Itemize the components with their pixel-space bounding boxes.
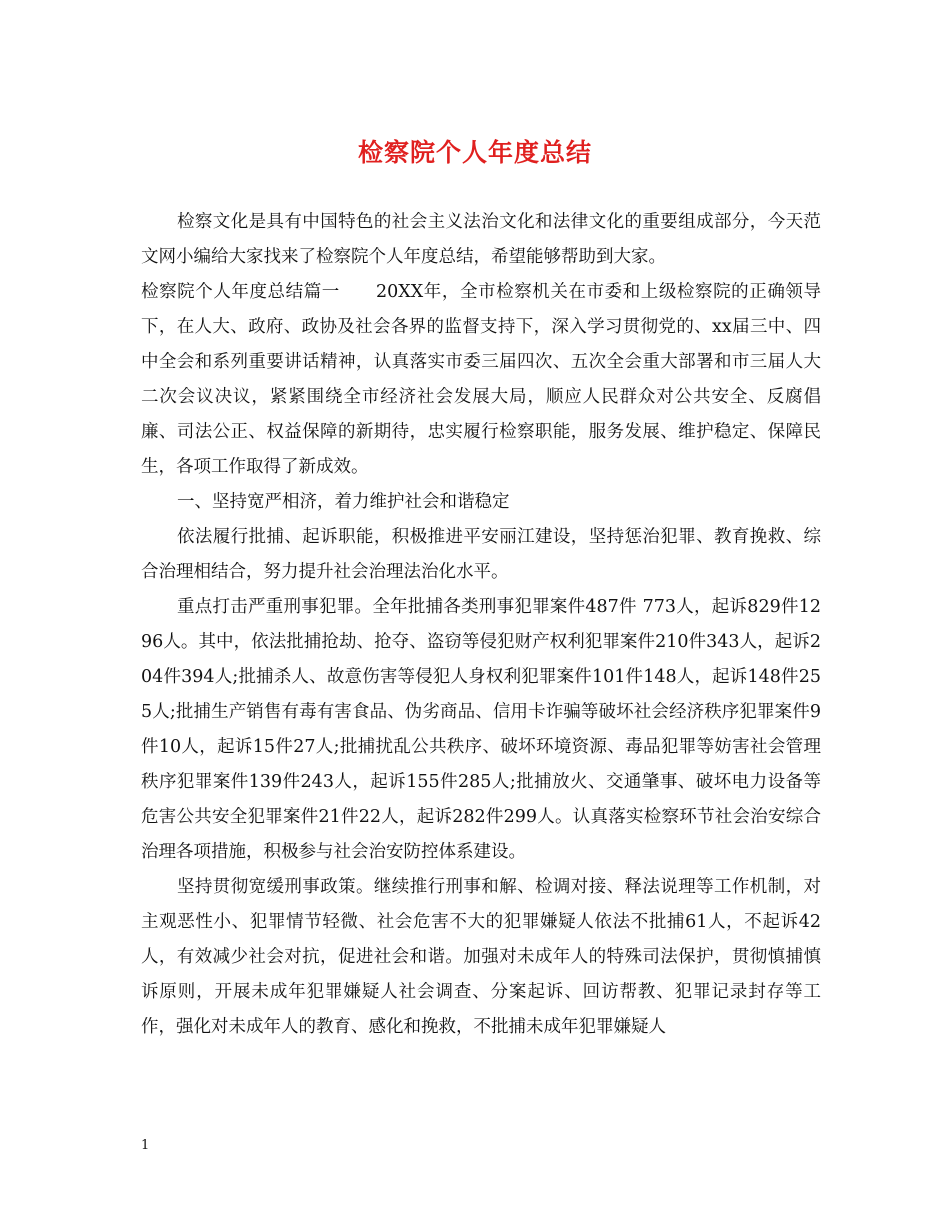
paragraph: 坚持贯彻宽缓刑事政策。继续推行刑事和解、检调对接、释法说理等工作机制，对主观恶性小、犯罪情节轻微、社会危害不大的犯罪嫌疑人依法不批捕61人，不起诉42人，有效减少社会对抗，促进社会和谐。加强对未成年人的特殊司法保护，贯彻慎捕慎诉原则，开展未成年犯罪嫌疑人社会调查、分案起诉、回访帮教、犯罪记录封存等工作，强化对未成年人的教育、感化和挽救，不批捕未成年犯罪嫌疑人 [141, 877, 821, 1037]
document-title: 检察院个人年度总结 [357, 138, 592, 167]
paragraph: 检察文化是具有中国特色的社会主义法治文化和法律文化的重要组成部分，今天范文网小编给大家找来了检察院个人年度总结，希望能够帮助到大家。 [141, 212, 821, 267]
document-body [141, 205, 821, 1045]
paragraph: 检察院个人年度总结篇一 20XX年，全市检察机关在市委和上级检察院的正确领导下，在人大、政府、政协及社会各界的监督支持下，深入学习贯彻党的、xx届三中、四中全会和系列重要讲话精神，认真落实市委三届四次、五次全会重大部署和市三届人大二次会议决议，紧紧围绕全市经济社会发展大局，顺应人民群众对公共安全、反腐倡廉、司法公正、权益保障的新期待，忠实履行检察职能，服务发展、维护稳定、保障民生，各项工作取得了新成效。 [141, 282, 821, 477]
page-number: 1 [141, 1138, 150, 1153]
paragraph: 一、坚持宽严相济，着力维护社会和谐稳定 [177, 492, 510, 512]
paragraph: 依法履行批捕、起诉职能，积极推进平安丽江建设，坚持惩治犯罪、教育挽救、综合治理相结合，努力提升社会治理法治化水平。 [141, 527, 821, 582]
paragraph: 重点打击严重刑事犯罪。全年批捕各类刑事犯罪案件487件 773人，起诉829件1296人。其中，依法批捕抢劫、抢夺、盗窃等侵犯财产权利犯罪案件210件343人，起诉204件394人;批捕杀人、故意伤害等侵犯人身权利犯罪案件101件148人，起诉148件255人;批捕生产销售有毒有害食品、伪劣商品、信用卡诈骗等破坏社会经济秩序犯罪案件9件10人，起诉15件27人;批捕扰乱公共秩序、破坏环境资源、毒品犯罪等妨害社会管理秩序犯罪案件139件243人，起诉155件285人;批捕放火、交通肇事、破坏电力设备等危害公共安全犯罪案件21件22人，起诉282件299人。认真落实检察环节社会治安综合治理各项措施，积极参与社会治安防控体系建设。 [141, 597, 821, 862]
